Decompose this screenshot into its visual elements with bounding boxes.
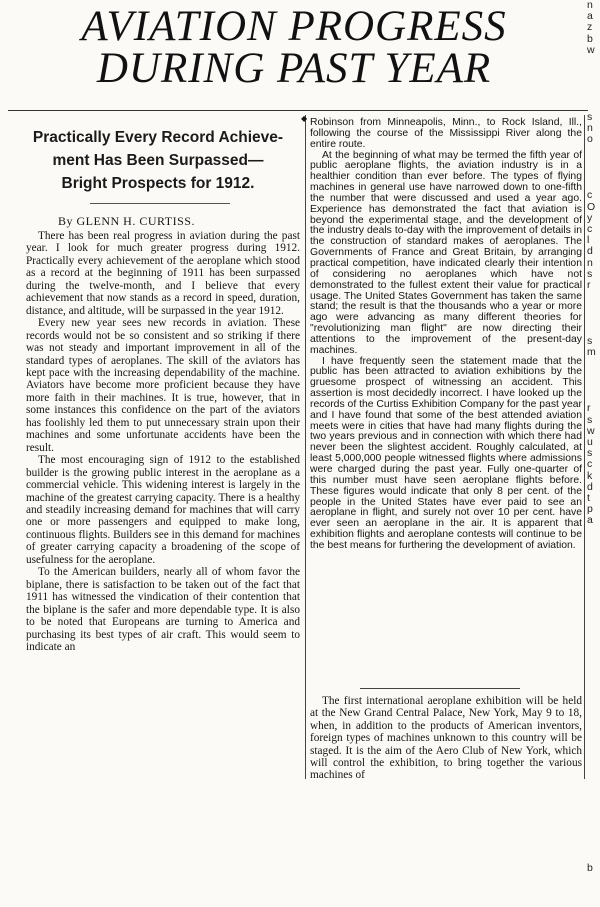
paragraph: There has been real progress in aviation during the past year. I look for much greater progress during 1912. Practically every achievement of the aeroplane which stood as a record at the beginning of 1911 has been surpassed during the twelve-month, and I believe that every achievement that now stands as a record in speed, duration, distance, and altitude, will be surpassed in the year 1912. bbox=[26, 230, 300, 317]
headline-rule bbox=[8, 110, 588, 111]
edge-fragment: c bbox=[587, 189, 593, 202]
edge-fragment: O bbox=[587, 200, 596, 213]
subhead-line-2: ment Has Been Surpassed— bbox=[52, 152, 264, 169]
edge-fragment: d bbox=[587, 480, 593, 493]
column-rule-2 bbox=[584, 115, 585, 779]
edge-fragment bbox=[587, 739, 600, 750]
edge-fragment: s bbox=[587, 111, 593, 124]
edge-fragment: n bbox=[587, 256, 593, 269]
article-column-2 bbox=[310, 118, 582, 779]
edge-fragment: p bbox=[587, 503, 593, 516]
edge-fragment: w bbox=[587, 424, 595, 437]
column-rule-1 bbox=[305, 115, 306, 779]
ornament-icon: ◆ bbox=[301, 114, 308, 123]
edge-fragment: n bbox=[587, 0, 593, 11]
edge-fragment: k bbox=[587, 469, 593, 482]
subhead-line-3: Bright Prospects for 1912. bbox=[61, 175, 255, 192]
article-column-1 bbox=[26, 230, 300, 779]
edge-fragment: d bbox=[587, 245, 593, 258]
paragraph: The most encouraging sign of 1912 to the established builder is the growing public interest in the aeroplane as a commercial vehicle. This widening interest is largely in the machine of the greatest carrying capacity. There is a healthy and steadily increasing demand for machines that will carry one or more passengers and equipped to make long, continuous flights. Builders see in this demand for machines of greater carrying capacity a broadening of the scope of usefulness for the aeroplane. bbox=[26, 454, 300, 566]
section-divider bbox=[360, 688, 520, 689]
edge-fragment: n bbox=[587, 122, 593, 135]
edge-fragment: u bbox=[587, 435, 593, 448]
headline bbox=[0, 3, 588, 92]
subhead-rule bbox=[90, 203, 230, 204]
paragraph: To the American builders, nearly all of whom favor the biplane, there is satisfaction to be taken out of the fact that 1911 has witnessed the vindication of their contention that the biplane is the safer and more dependable type. It is also to be noted that Europeans are turning to America and purchasing its best types of air craft. This would seem to indicate an bbox=[26, 566, 300, 653]
edge-fragment: a bbox=[587, 10, 593, 23]
edge-fragment: s bbox=[587, 413, 593, 426]
edge-fragment bbox=[587, 571, 600, 582]
edge-fragment bbox=[587, 627, 600, 638]
edge-fragment: s bbox=[587, 335, 593, 348]
paragraph: I have frequently seen the statement made that the public has been attracted to aviation exhibitions by the gruesome prospect of witnessing an accident. This assertion is most decidedly incorrect. I have looked up the records of the Curtiss Exhibition Company for the past year and I have found that some of the best attended aviation meets were in cities that have had many flights during the two years previous and in connection with which there had never been the slightest accident. Roughly calculated, at least 5,000,000 people witnessed flights where admissions were charged during the past year. Fully one-quarter of this number must have seen aeroplane flights before. These figures would indicate that only 8 per cent. of the people in the United States have ever paid to see an aeroplane in flight, and surely not over 10 per cent. have ever seen an aeroplane in the air. It is apparent that exhibition flights and aeroplane contests will continue to be the best means for furthering the development of aviation. bbox=[310, 355, 583, 551]
edge-fragment: y bbox=[587, 211, 593, 224]
headline-line-1: AVIATION PROGRESS bbox=[81, 3, 507, 50]
edge-fragment bbox=[587, 851, 600, 862]
edge-fragment bbox=[587, 795, 600, 806]
adjacent-column-fragment bbox=[587, 0, 600, 874]
edge-fragment: w bbox=[587, 43, 595, 56]
paragraph: At the beginning of what may be termed the fifth year of public aeroplane flights, the aviation industry is in a healthier condition than ever before. The types of flying machines in general use have narrowed down to one-fifth the number that were discussed and used a year ago. Experience has demonstrated the fact that aviation is beyond the experimental stage, and the development of the industry deals to-day with the improvement of details in the construction of standard makes of aeroplanes. The Governments of France and Great Britain, by arranging practical competition, have indicated clearly their intention of considering no aeroplanes which have not demonstrated to the fullest extent their value for practical usage. The United States Government has taken the same stand; the result is that the thousands who a year or more ago were advancing as many different theories for "revolutionizing man flight" are now directing their attentions to the improvement of the present-day machines. bbox=[310, 149, 582, 356]
byline: By GLENN H. CURTISS. bbox=[58, 214, 195, 228]
edge-fragment: m bbox=[587, 346, 596, 359]
paragraph: Robinson from Minneapolis, Minn., to Rock Island, Ill., following the course of the Mississippi River along the entire route. bbox=[310, 117, 582, 150]
edge-fragment: r bbox=[587, 402, 591, 415]
edge-fragment: r bbox=[587, 279, 591, 292]
paragraph: The first international aeroplane exhibition will be held at the New Grand Central Palace, New York, May 9 to 18, when, in addition to the products of American inventors, foreign types of machines unknown to this country will be staged. It is the aim of the Aero Club of New York, which will control the exhibition, to bring together the various machines of bbox=[310, 695, 582, 782]
subhead-line-1: Practically Every Record Achieve- bbox=[32, 129, 284, 146]
edge-fragment: t bbox=[587, 491, 590, 504]
paragraph: Every new year sees new records in aviation. These records would not be so consistent and so striking if there was not steady and important improvement in all of the standard types of aeroplanes. The skill of the aviators has kept pace with the increasing dependability of the machine. Aviators have become more proficient because they have more faith in their machines. It is true, however, that in some instances this confidence on the part of the aviators has foolishly led them to put unnecessary strain upon their machines and some unfortunate accidents have been the result. bbox=[26, 317, 300, 454]
edge-fragment: b bbox=[587, 861, 593, 874]
edge-fragment: b bbox=[587, 32, 593, 45]
subheadline bbox=[18, 126, 298, 195]
edge-fragment bbox=[587, 78, 600, 89]
edge-fragment: c bbox=[587, 223, 593, 236]
edge-fragment: s bbox=[587, 267, 593, 280]
edge-fragment: s bbox=[587, 447, 593, 460]
headline-line-2: DURING PAST YEAR bbox=[96, 45, 492, 92]
edge-fragment: c bbox=[587, 458, 593, 471]
edge-fragment bbox=[587, 302, 600, 313]
edge-fragment: z bbox=[587, 21, 593, 34]
edge-fragment: a bbox=[587, 514, 593, 527]
edge-fragment bbox=[587, 683, 600, 694]
edge-fragment: o bbox=[587, 133, 593, 146]
edge-fragment bbox=[587, 896, 600, 907]
edge-fragment: l bbox=[587, 234, 590, 247]
article-column-2-continued bbox=[310, 695, 582, 782]
